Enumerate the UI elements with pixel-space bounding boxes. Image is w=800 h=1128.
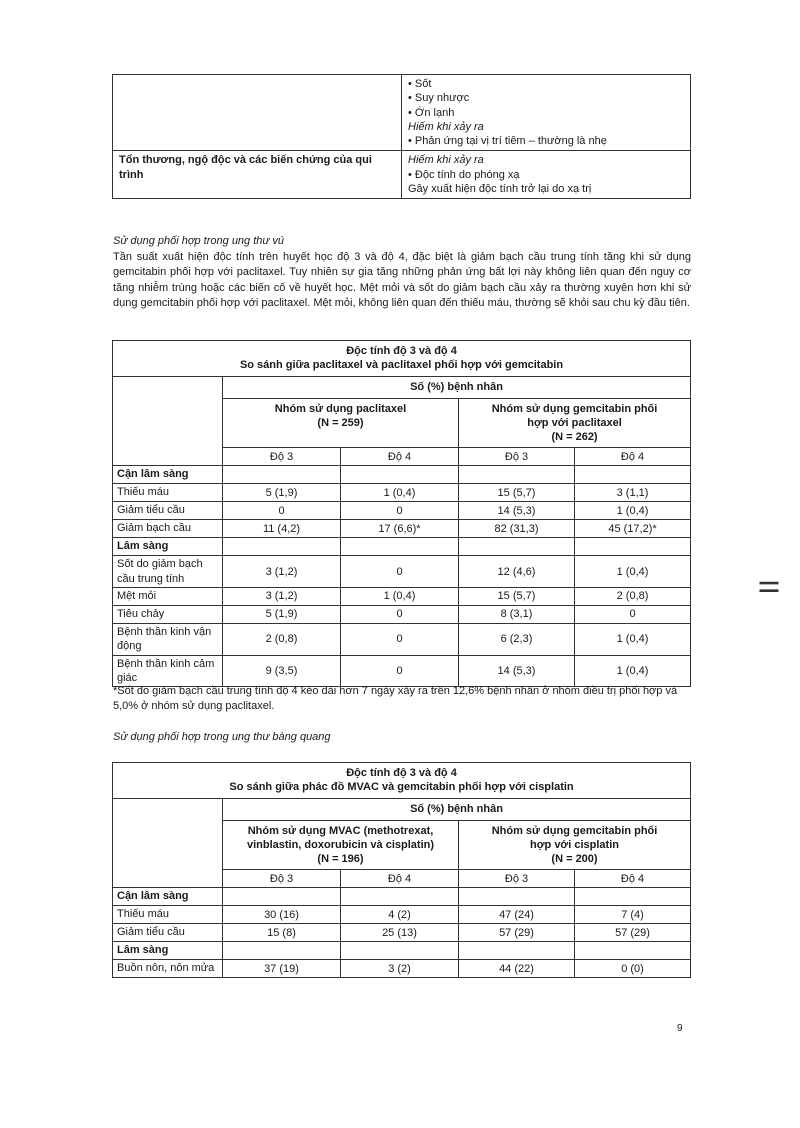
row-label: Bệnh thần kinh vận động [113, 624, 223, 656]
group-n: (N = 196) [317, 853, 364, 866]
table-row [113, 502, 691, 520]
section-label: Cận lâm sàng [113, 888, 223, 906]
column-header: Độ 3 [459, 870, 575, 888]
row-label: Mệt mỏi [113, 588, 223, 606]
list-item: • Sốt [408, 78, 432, 90]
table-row [113, 624, 691, 656]
page-number: 9 [677, 1023, 683, 1034]
table-cell: 25 (13) [341, 924, 459, 942]
row-label: Buồn nôn, nôn mửa [113, 960, 223, 978]
group-name: Nhóm sử dụng gemcitabin phối hợp với paclitaxel [491, 402, 658, 429]
column-header [223, 398, 459, 448]
table-cell: 15 (5,7) [459, 588, 575, 606]
table-row [113, 556, 691, 588]
table-cell: 57 (29) [459, 924, 575, 942]
table-cell: 0 [341, 655, 459, 687]
list-item: • Phản ứng tại vị trí tiêm – thường là nhẹ [408, 135, 607, 148]
table-row [113, 520, 691, 538]
table-cell: 0 [341, 556, 459, 588]
table-cell [113, 798, 223, 888]
row-label: Giảm bạch cầu [113, 520, 223, 538]
column-header: Độ 4 [341, 448, 459, 466]
list-item: • Ớn lạnh [408, 106, 455, 119]
table-cell: 1 (0,4) [341, 484, 459, 502]
frequency-label: Hiếm khi xảy ra [408, 154, 484, 167]
table-cell: 3 (1,2) [223, 556, 341, 588]
list-item: Gây xuất hiện độc tính trở lại do xạ trị [408, 183, 592, 196]
table-cell: 8 (3,1) [459, 606, 575, 624]
frequency-label: Hiếm khi xảy ra [408, 120, 484, 133]
column-header: Độ 3 [223, 448, 341, 466]
table-cell: Tổn thương, ngộ độc và các biến chứng của qui trình [113, 151, 402, 199]
table-title-line: So sánh giữa phác đồ MVAC và gemcitabin phối hợp với cisplatin [229, 781, 574, 794]
table-cell: 45 (17,2)* [575, 520, 691, 538]
table-row [113, 906, 691, 924]
table-cell: 4 (2) [341, 906, 459, 924]
table-cell: 7 (4) [575, 906, 691, 924]
row-label: Giảm tiểu cầu [113, 924, 223, 942]
table-cell: 47 (24) [459, 906, 575, 924]
table-cell: 0 [341, 624, 459, 656]
margin-stamp-mark: ⅠⅠ [753, 579, 784, 595]
table-cell: 9 (3,5) [223, 655, 341, 687]
adverse-reactions-table [112, 74, 691, 199]
table-row [113, 655, 691, 687]
group-name: Nhóm sử dụng MVAC (methotrexat, vinblastin, doxorubicin và cisplatin) [246, 824, 435, 851]
table-cell: 1 (0,4) [575, 556, 691, 588]
table-cell: 5 (1,9) [223, 606, 341, 624]
table-section-row [113, 538, 691, 556]
column-header: Số (%) bệnh nhân [223, 798, 691, 820]
row-label: Thiếu máu [113, 906, 223, 924]
table-cell: 30 (16) [223, 906, 341, 924]
table-cell: 3 (2) [341, 960, 459, 978]
table-row [113, 606, 691, 624]
table-cell: 2 (0,8) [575, 588, 691, 606]
table-title-row [113, 341, 691, 377]
table-cell: 1 (0,4) [575, 655, 691, 687]
column-header: Độ 3 [459, 448, 575, 466]
table-cell: 82 (31,3) [459, 520, 575, 538]
table-cell [113, 75, 402, 151]
table-cell: 15 (8) [223, 924, 341, 942]
column-header: Độ 3 [223, 870, 341, 888]
row-label: Thiếu máu [113, 484, 223, 502]
table-cell: 1 (0,4) [341, 588, 459, 606]
table-cell: 11 (4,2) [223, 520, 341, 538]
table-cell: 57 (29) [575, 924, 691, 942]
table-cell: 14 (5,3) [459, 502, 575, 520]
column-header: Số (%) bệnh nhân [223, 376, 691, 398]
section-label: Cận lâm sàng [113, 466, 223, 484]
section-label: Lâm sàng [113, 538, 223, 556]
table-cell: 2 (0,8) [223, 624, 341, 656]
table-title-row [113, 763, 691, 799]
table-header-row [113, 798, 691, 820]
column-header: Độ 4 [341, 870, 459, 888]
list-item: • Suy nhược [408, 92, 470, 105]
table-row [113, 588, 691, 606]
table-cell: 1 (0,4) [575, 502, 691, 520]
toxicity-table-paclitaxel [112, 340, 691, 687]
table-title [113, 763, 691, 799]
table-cell: 14 (5,3) [459, 655, 575, 687]
table-cell: 0 [223, 502, 341, 520]
table-section-row [113, 888, 691, 906]
table-cell: 5 (1,9) [223, 484, 341, 502]
table-section-row [113, 466, 691, 484]
group-n: (N = 262) [551, 431, 598, 444]
paragraph: Tần suất xuất hiện độc tính trên huyết học độ 3 và độ 4, đặc biệt là giảm bạch cầu trung tính tăng khi sử dụng gemcitabin phối hợp với paclitaxel. Tuy nhiên sự gia tăng những phản ứng bất lợi này không liên quan đến nguy cơ tăng nhiễm trùng hoặc các biến cố về huyết học. Mệt mỏi và sốt do giảm bạch cầu xảy ra thường xuyên hơn khi sử dụng gemcitabin phối hợp với paclitaxel. Mệt mỏi, không liên quan đến thiếu máu, thường sẽ khỏi sau chu kỳ đầu tiên. [113, 251, 691, 310]
table-cell: 15 (5,7) [459, 484, 575, 502]
table-title-line: Độc tính độ 3 và độ 4 [346, 345, 457, 357]
table-row [113, 151, 691, 199]
table-cell: 6 (2,3) [459, 624, 575, 656]
table-cell [402, 75, 691, 151]
table-cell [402, 151, 691, 199]
table-header-row [113, 376, 691, 398]
group-n: (N = 200) [551, 853, 598, 866]
table-cell: 37 (19) [223, 960, 341, 978]
table-section-row [113, 942, 691, 960]
column-header: Độ 4 [575, 448, 691, 466]
table-title-line: Độc tính độ 3 và độ 4 [346, 767, 457, 779]
column-header [459, 820, 691, 870]
row-label: Bệnh thần kinh cảm giác [113, 655, 223, 687]
table-title [113, 341, 691, 377]
column-header [223, 820, 459, 870]
table-cell: 44 (22) [459, 960, 575, 978]
table-cell: 1 (0,4) [575, 624, 691, 656]
section-title-bladder-cancer: Sử dụng phối hợp trong ung thư bàng quang [113, 731, 331, 743]
group-n: (N = 259) [317, 416, 364, 429]
table-cell [113, 376, 223, 466]
table-cell: 0 (0) [575, 960, 691, 978]
column-header: Độ 4 [575, 870, 691, 888]
row-label: Giảm tiểu cầu [113, 502, 223, 520]
table-cell: 3 (1,1) [575, 484, 691, 502]
table-cell: 3 (1,2) [223, 588, 341, 606]
section-label: Lâm sàng [113, 942, 223, 960]
table-row [113, 75, 691, 151]
row-label: Sốt do giảm bạch cầu trung tính [113, 556, 223, 588]
list-item: • Độc tính do phóng xạ [408, 168, 520, 181]
table-cell: 0 [341, 502, 459, 520]
table-cell: 0 [575, 606, 691, 624]
group-name: Nhóm sử dụng paclitaxel [274, 402, 407, 415]
table-cell: 12 (4,6) [459, 556, 575, 588]
table-row [113, 484, 691, 502]
toxicity-table-mvac [112, 762, 691, 978]
table-footnote: *Sốt do giảm bạch cầu trung tính độ 4 kéo dài hơn 7 ngày xảy ra trên 12,6% bệnh nhân ở nhóm điều trị phối hợp và 5,0% ở nhóm sử dụng paclitaxel. [113, 685, 678, 713]
row-label: Tiêu chảy [113, 606, 223, 624]
column-header [459, 398, 691, 448]
section-title-breast-cancer: Sử dụng phối hợp trong ung thư vú [113, 235, 285, 247]
table-cell: 0 [341, 606, 459, 624]
table-row [113, 924, 691, 942]
table-cell: 17 (6,6)* [341, 520, 459, 538]
group-name: Nhóm sử dụng gemcitabin phối hợp với cisplatin [491, 824, 658, 851]
table-title-line: So sánh giữa paclitaxel và paclitaxel phối hợp với gemcitabin [239, 359, 564, 372]
table-row [113, 960, 691, 978]
